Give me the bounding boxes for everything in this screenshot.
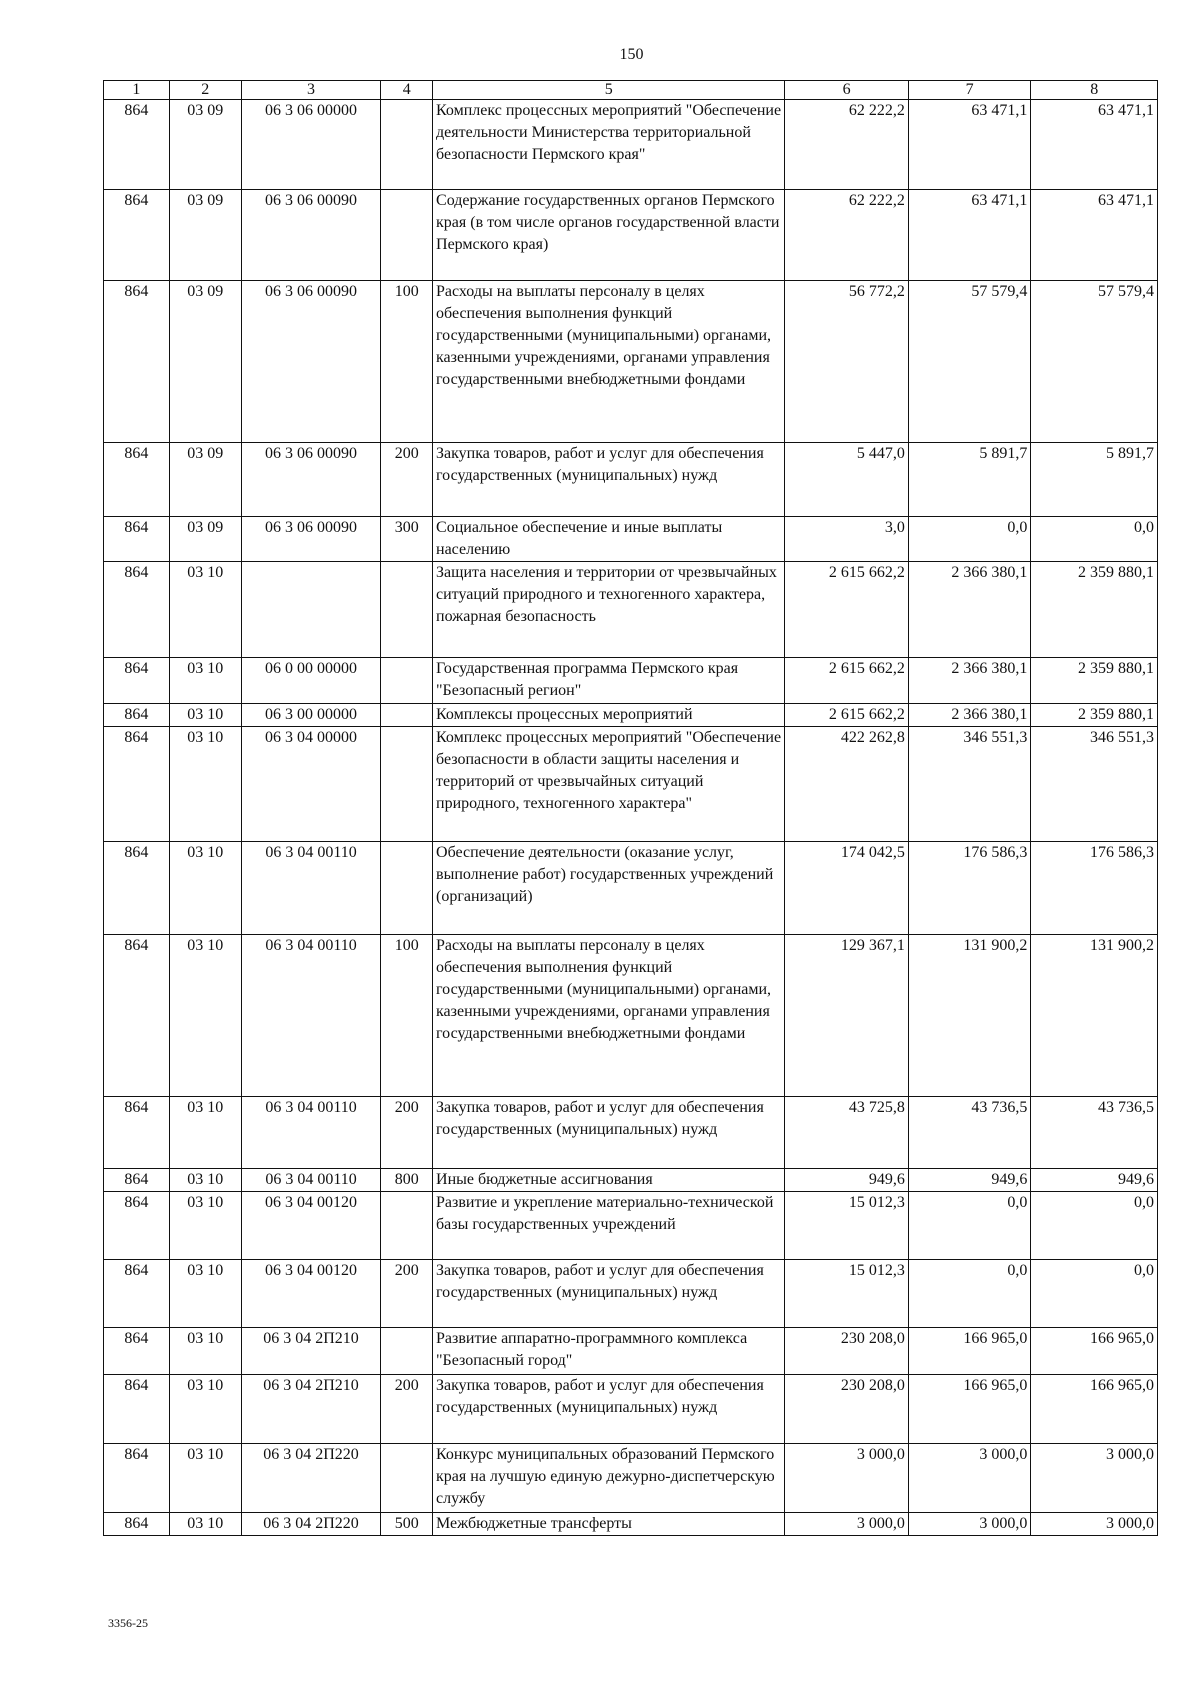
col-year-2: 949,6: [908, 1169, 1031, 1192]
col-section: 03 10: [169, 935, 241, 1097]
col-year-2: 0,0: [908, 1192, 1031, 1260]
col-year-2: 3 000,0: [908, 1513, 1031, 1536]
col-year-1: 2 615 662,2: [785, 562, 909, 658]
col-description: Социальное обеспечение и иные выплаты населению: [433, 517, 785, 562]
col-expense-type: [381, 842, 433, 935]
col-year-1: 2 615 662,2: [785, 658, 909, 704]
col-expense-type: [381, 190, 433, 281]
col-section: 03 10: [169, 727, 241, 842]
col-expense-type: 200: [381, 1260, 433, 1328]
table-row: [104, 100, 1158, 190]
col-year-2: 166 965,0: [908, 1375, 1031, 1444]
col-year-2: 63 471,1: [908, 100, 1031, 190]
table-row: [104, 562, 1158, 658]
col-expense-type: 800: [381, 1169, 433, 1192]
col-year-2: 176 586,3: [908, 842, 1031, 935]
table-row: [104, 658, 1158, 704]
col-description: Межбюджетные трансферты: [433, 1513, 785, 1536]
table-row: [104, 1169, 1158, 1192]
col-section: 03 10: [169, 562, 241, 658]
col-grbs: 864: [104, 842, 170, 935]
document-code: 3356-25: [108, 1616, 148, 1630]
col-expense-type: [381, 727, 433, 842]
col-section: 03 10: [169, 658, 241, 704]
col-target: 06 3 06 00090: [241, 281, 381, 443]
col-section: 03 10: [169, 1375, 241, 1444]
table-row: [104, 1192, 1158, 1260]
col-year-3: 63 471,1: [1031, 100, 1158, 190]
col-section: 03 10: [169, 1328, 241, 1375]
col-description: Комплекс процессных мероприятий "Обеспечение безопасности в области защиты населения и территорий от чрезвычайных ситуаций природного, техногенного характера": [433, 727, 785, 842]
col-target: 06 3 06 00090: [241, 517, 381, 562]
col-description: Обеспечение деятельности (оказание услуг, выполнение работ) государственных учреждений (организаций): [433, 842, 785, 935]
col-target: 06 3 04 2П210: [241, 1328, 381, 1375]
col-year-2: 346 551,3: [908, 727, 1031, 842]
col-grbs: 864: [104, 443, 170, 517]
col-section: 03 10: [169, 704, 241, 727]
budget-table: [103, 80, 1158, 1536]
col-year-3: 2 359 880,1: [1031, 562, 1158, 658]
col-year-2: 43 736,5: [908, 1097, 1031, 1169]
col-year-2: 0,0: [908, 1260, 1031, 1328]
col-grbs: 864: [104, 658, 170, 704]
table-row: [104, 517, 1158, 562]
col-description: Развитие аппаратно-программного комплекса "Безопасный город": [433, 1328, 785, 1375]
column-header: 4: [381, 81, 433, 100]
table-row: [104, 1097, 1158, 1169]
table-row: [104, 190, 1158, 281]
col-section: 03 09: [169, 443, 241, 517]
table-row: [104, 1328, 1158, 1375]
col-target: 06 3 04 2П220: [241, 1513, 381, 1536]
col-target: 06 3 04 00110: [241, 1097, 381, 1169]
col-year-1: 3 000,0: [785, 1513, 909, 1536]
col-year-1: 3,0: [785, 517, 909, 562]
col-target: 06 3 04 00000: [241, 727, 381, 842]
column-header: 1: [104, 81, 170, 100]
col-year-1: 230 208,0: [785, 1375, 909, 1444]
col-description: Развитие и укрепление материально-технической базы государственных учреждений: [433, 1192, 785, 1260]
col-expense-type: 200: [381, 1375, 433, 1444]
col-section: 03 09: [169, 100, 241, 190]
col-description: Конкурс муниципальных образований Пермского края на лучшую единую дежурно-диспетчерскую службу: [433, 1444, 785, 1513]
col-year-1: 15 012,3: [785, 1192, 909, 1260]
col-year-3: 346 551,3: [1031, 727, 1158, 842]
col-year-1: 15 012,3: [785, 1260, 909, 1328]
table-row: [104, 1513, 1158, 1536]
column-header: 6: [785, 81, 909, 100]
col-section: 03 09: [169, 190, 241, 281]
column-header: 5: [433, 81, 785, 100]
col-target: 06 3 06 00090: [241, 443, 381, 517]
col-description: Государственная программа Пермского края "Безопасный регион": [433, 658, 785, 704]
col-section: 03 10: [169, 842, 241, 935]
col-year-1: 3 000,0: [785, 1444, 909, 1513]
col-section: 03 10: [169, 1169, 241, 1192]
table-row: [104, 443, 1158, 517]
col-section: 03 10: [169, 1192, 241, 1260]
table-row: [104, 935, 1158, 1097]
col-year-3: 0,0: [1031, 1260, 1158, 1328]
col-year-3: 2 359 880,1: [1031, 658, 1158, 704]
col-year-2: 2 366 380,1: [908, 562, 1031, 658]
table-row: [104, 1260, 1158, 1328]
col-expense-type: 500: [381, 1513, 433, 1536]
col-expense-type: 200: [381, 1097, 433, 1169]
col-year-1: 129 367,1: [785, 935, 909, 1097]
col-description: Закупка товаров, работ и услуг для обеспечения государственных (муниципальных) нужд: [433, 1097, 785, 1169]
col-expense-type: 200: [381, 443, 433, 517]
col-year-1: 43 725,8: [785, 1097, 909, 1169]
col-year-3: 2 359 880,1: [1031, 704, 1158, 727]
col-year-3: 43 736,5: [1031, 1097, 1158, 1169]
col-target: 06 3 00 00000: [241, 704, 381, 727]
table-row: [104, 727, 1158, 842]
col-grbs: 864: [104, 100, 170, 190]
table-row: [104, 1375, 1158, 1444]
col-expense-type: [381, 1328, 433, 1375]
col-expense-type: 100: [381, 935, 433, 1097]
col-target: 06 3 04 00110: [241, 842, 381, 935]
col-year-3: 949,6: [1031, 1169, 1158, 1192]
col-target: 06 3 04 00120: [241, 1192, 381, 1260]
col-grbs: 864: [104, 190, 170, 281]
col-grbs: 864: [104, 704, 170, 727]
column-header: 7: [908, 81, 1031, 100]
col-year-2: 166 965,0: [908, 1328, 1031, 1375]
col-grbs: 864: [104, 1328, 170, 1375]
col-target: 06 3 04 00120: [241, 1260, 381, 1328]
col-year-2: 0,0: [908, 517, 1031, 562]
header-row: [104, 81, 1158, 100]
col-grbs: 864: [104, 727, 170, 842]
table-row: [104, 1444, 1158, 1513]
col-year-3: 166 965,0: [1031, 1328, 1158, 1375]
col-year-3: 63 471,1: [1031, 190, 1158, 281]
col-grbs: 864: [104, 1260, 170, 1328]
col-grbs: 864: [104, 1513, 170, 1536]
table-row: [104, 281, 1158, 443]
col-target: 06 3 06 00090: [241, 190, 381, 281]
col-year-1: 5 447,0: [785, 443, 909, 517]
col-year-1: 62 222,2: [785, 190, 909, 281]
col-section: 03 10: [169, 1444, 241, 1513]
col-target: 06 0 00 00000: [241, 658, 381, 704]
col-year-2: 63 471,1: [908, 190, 1031, 281]
col-year-3: 131 900,2: [1031, 935, 1158, 1097]
column-header: 2: [169, 81, 241, 100]
col-year-1: 422 262,8: [785, 727, 909, 842]
col-grbs: 864: [104, 1097, 170, 1169]
col-target: [241, 562, 381, 658]
col-year-2: 2 366 380,1: [908, 658, 1031, 704]
col-section: 03 10: [169, 1097, 241, 1169]
col-year-1: 62 222,2: [785, 100, 909, 190]
col-expense-type: [381, 1444, 433, 1513]
col-year-3: 176 586,3: [1031, 842, 1158, 935]
col-target: 06 3 06 00000: [241, 100, 381, 190]
col-section: 03 10: [169, 1513, 241, 1536]
col-year-3: 3 000,0: [1031, 1513, 1158, 1536]
col-expense-type: [381, 704, 433, 727]
col-grbs: 864: [104, 281, 170, 443]
page-number: 150: [619, 46, 644, 63]
table-row: [104, 704, 1158, 727]
col-grbs: 864: [104, 517, 170, 562]
col-grbs: 864: [104, 1192, 170, 1260]
col-expense-type: [381, 562, 433, 658]
col-expense-type: [381, 658, 433, 704]
col-description: Содержание государственных органов Пермского края (в том числе органов государственной власти Пермского края): [433, 190, 785, 281]
col-grbs: 864: [104, 1169, 170, 1192]
col-year-2: 3 000,0: [908, 1444, 1031, 1513]
col-year-1: 2 615 662,2: [785, 704, 909, 727]
col-year-3: 57 579,4: [1031, 281, 1158, 443]
col-year-1: 949,6: [785, 1169, 909, 1192]
column-header: 3: [241, 81, 381, 100]
col-grbs: 864: [104, 1444, 170, 1513]
col-target: 06 3 04 2П210: [241, 1375, 381, 1444]
col-description: Расходы на выплаты персоналу в целях обеспечения выполнения функций государственными (муниципальными) органами, казенными учреждениями, органами управления государственными внебюджетными фондами: [433, 281, 785, 443]
col-year-1: 174 042,5: [785, 842, 909, 935]
col-grbs: 864: [104, 935, 170, 1097]
col-year-2: 131 900,2: [908, 935, 1031, 1097]
col-expense-type: [381, 1192, 433, 1260]
col-section: 03 09: [169, 281, 241, 443]
col-description: Закупка товаров, работ и услуг для обеспечения государственных (муниципальных) нужд: [433, 443, 785, 517]
column-header: 8: [1031, 81, 1158, 100]
col-description: Комплекс процессных мероприятий "Обеспечение деятельности Министерства территориальной безопасности Пермского края": [433, 100, 785, 190]
col-year-3: 3 000,0: [1031, 1444, 1158, 1513]
col-year-1: 56 772,2: [785, 281, 909, 443]
col-year-3: 166 965,0: [1031, 1375, 1158, 1444]
col-year-2: 57 579,4: [908, 281, 1031, 443]
table-row: [104, 842, 1158, 935]
col-description: Закупка товаров, работ и услуг для обеспечения государственных (муниципальных) нужд: [433, 1260, 785, 1328]
col-expense-type: 300: [381, 517, 433, 562]
col-year-2: 5 891,7: [908, 443, 1031, 517]
col-year-3: 0,0: [1031, 517, 1158, 562]
col-description: Расходы на выплаты персоналу в целях обеспечения выполнения функций государственными (муниципальными) органами, казенными учреждениями, органами управления государственными внебюджетными фондами: [433, 935, 785, 1097]
col-year-3: 0,0: [1031, 1192, 1158, 1260]
col-target: 06 3 04 2П220: [241, 1444, 381, 1513]
col-description: Комплексы процессных мероприятий: [433, 704, 785, 727]
col-description: Защита населения и территории от чрезвычайных ситуаций природного и техногенного характера, пожарная безопасность: [433, 562, 785, 658]
col-section: 03 10: [169, 1260, 241, 1328]
col-expense-type: [381, 100, 433, 190]
col-description: Закупка товаров, работ и услуг для обеспечения государственных (муниципальных) нужд: [433, 1375, 785, 1444]
col-target: 06 3 04 00110: [241, 935, 381, 1097]
col-year-2: 2 366 380,1: [908, 704, 1031, 727]
col-section: 03 09: [169, 517, 241, 562]
col-grbs: 864: [104, 1375, 170, 1444]
col-grbs: 864: [104, 562, 170, 658]
col-expense-type: 100: [381, 281, 433, 443]
col-target: 06 3 04 00110: [241, 1169, 381, 1192]
col-year-1: 230 208,0: [785, 1328, 909, 1375]
col-description: Иные бюджетные ассигнования: [433, 1169, 785, 1192]
col-year-3: 5 891,7: [1031, 443, 1158, 517]
